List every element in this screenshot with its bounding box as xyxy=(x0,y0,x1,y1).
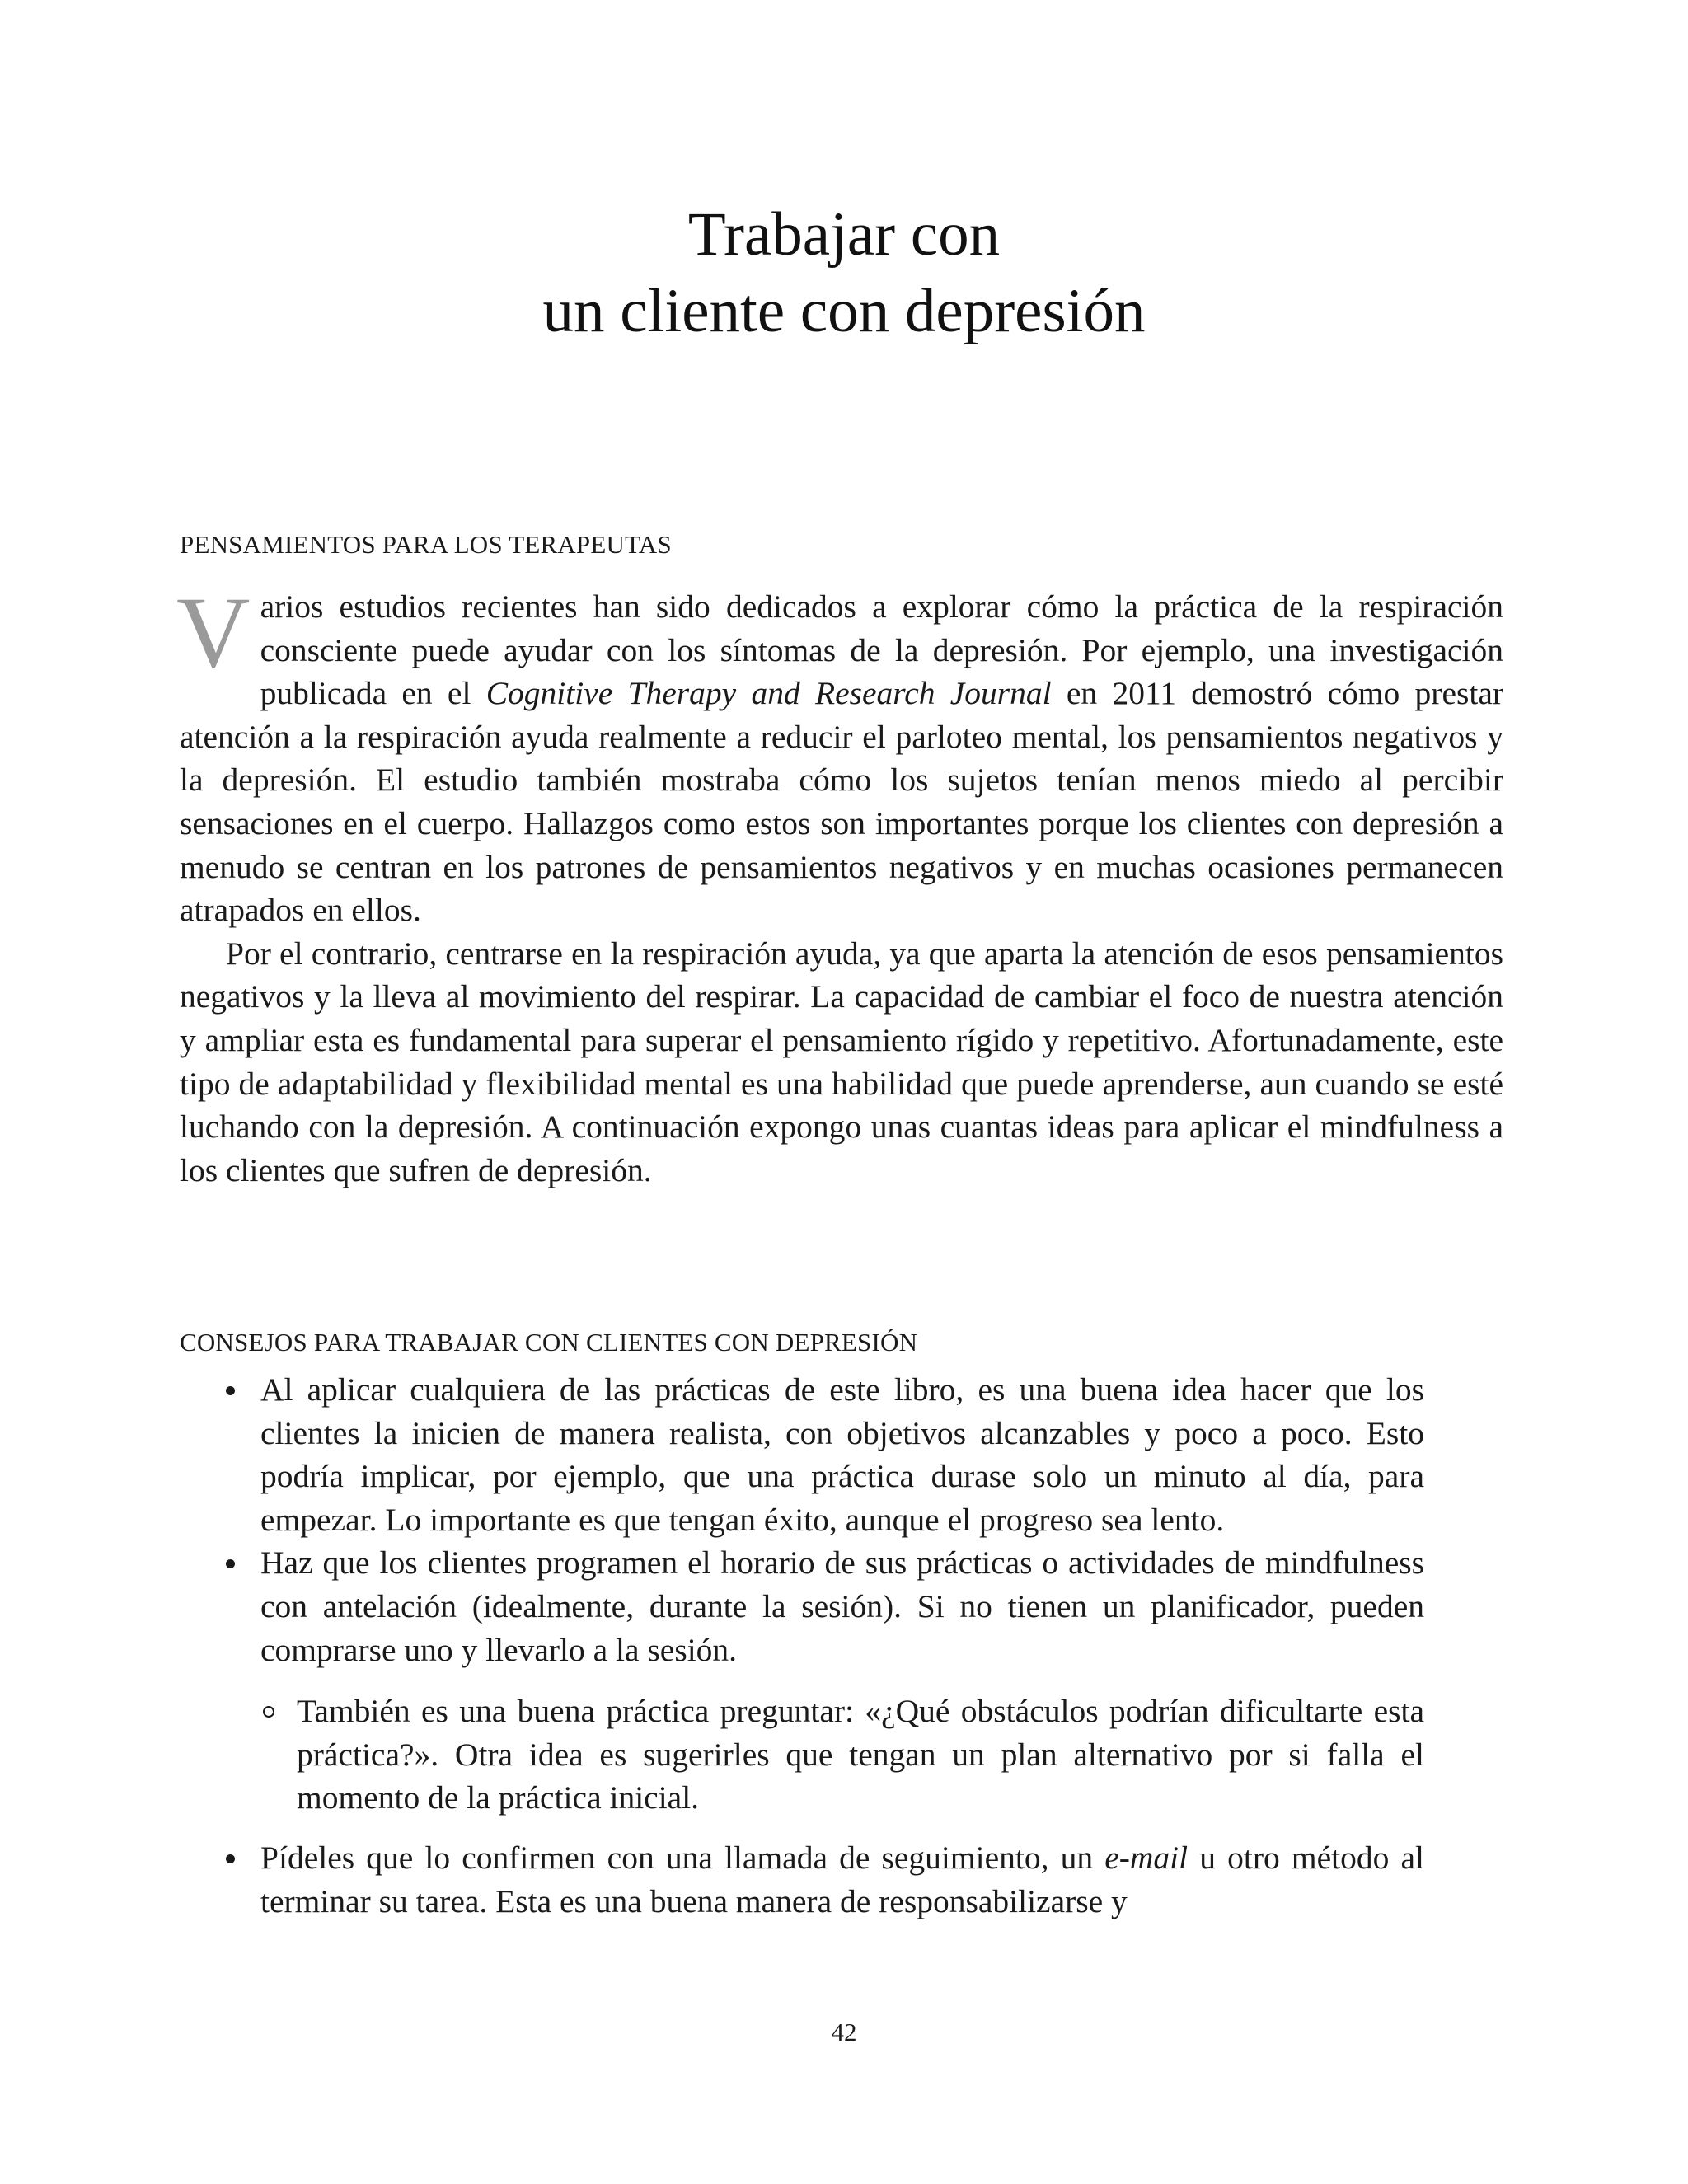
paragraph-1 xyxy=(176,576,1504,932)
intro-text xyxy=(176,576,1504,1192)
list-item-text: Haz que los clientes programen el horario de sus prácticas o actividades de mindfulness con antelación (idealmente, durante la sesión). Si no tienen un planificador, pueden comprarse uno y llevarlo a la sesión. xyxy=(260,1544,1424,1668)
sub-list-item-text: También es una buena práctica preguntar: «¿Qué obstáculos podrían dificultarte esta práctica?». Otra idea es sugerirles que tengan un plan alternativo por si falla el momento de la práctica inicial. xyxy=(297,1693,1424,1816)
chapter-title-line-2: un cliente con depresión xyxy=(542,277,1146,345)
tips-list xyxy=(221,1368,1424,1923)
section-heading-thoughts: PENSAMIENTOS PARA LOS TERAPEUTAS xyxy=(180,530,672,559)
list-item xyxy=(221,1541,1424,1820)
bullet-icon xyxy=(226,1559,235,1568)
chapter-title xyxy=(0,196,1688,349)
list-item-text-b: u otro método al terminar su tarea. Esta es una buena manera de responsabilizarse y xyxy=(260,1839,1424,1919)
bullet-icon xyxy=(226,1386,235,1395)
list-item xyxy=(221,1368,1424,1541)
bullet-icon xyxy=(226,1854,235,1863)
paragraph-1-text-b: en 2011 demostró cómo prestar atención a la respiración ayuda realmente a reducir el parloteo mental, los pensamientos negativos y la depresión. El estudio también mostraba cómo los sujetos tenían menos miedo al percibir sensaciones en el cuerpo. Hallazgos como estos son importantes porque los clientes con depresión a menudo se centran en los patrones de pensamientos negativos y en muchas ocasiones permanecen atrapados en ellos. xyxy=(180,675,1504,929)
paragraph-2: Por el contrario, centrarse en la respiración ayuda, ya que aparta la atención de esos pensamientos negativos y la lleva al movimiento del respirar. La capacidad de cambiar el foco de nuestra atención y ampliar esta es fundamental para superar el pensamiento rígido y repetitivo. Afortunadamente, este tipo de adaptabilidad y flexibilidad mental es una habilidad que puede aprenderse, aun cuando se esté luchando con la depresión. A continuación expongo unas cuantas ideas para aplicar el mindfulness a los clientes que sufren de depresión. xyxy=(180,935,1503,1188)
paragraph-1-text-a: arios estudios recientes han sido dedicados a explorar cómo la práctica de la respiración consciente puede ayudar con los síntomas de la depresión. Por ejemplo, una investigación publicada en el xyxy=(260,588,1503,712)
list-item-text: Al aplicar cualquiera de las prácticas de este libro, es una buena idea hacer que los clientes la inicien de manera realista, con objetivos alcanzables y poco a poco. Esto podría implicar, por ejemplo, que una práctica durase solo un minuto al día, para empezar. Lo importante es que tengan éxito, aunque el progreso sea lento. xyxy=(260,1371,1424,1538)
list-item xyxy=(221,1836,1424,1923)
list-item-text-a: Pídeles que lo confirmen con una llamada de seguimiento, un xyxy=(260,1839,1105,1876)
hollow-bullet-icon xyxy=(263,1706,274,1718)
page-number: 42 xyxy=(831,2018,857,2046)
email-term: e-mail xyxy=(1104,1839,1189,1876)
chapter-title-line-1: Trabajar con xyxy=(687,200,1001,269)
journal-title: Cognitive Therapy and Research Journal xyxy=(485,675,1052,712)
sub-list-item xyxy=(260,1690,1424,1820)
section-heading-tips: CONSEJOS PARA TRABAJAR CON CLIENTES CON DEPRESIÓN xyxy=(180,1328,918,1357)
drop-cap: V xyxy=(176,576,251,689)
